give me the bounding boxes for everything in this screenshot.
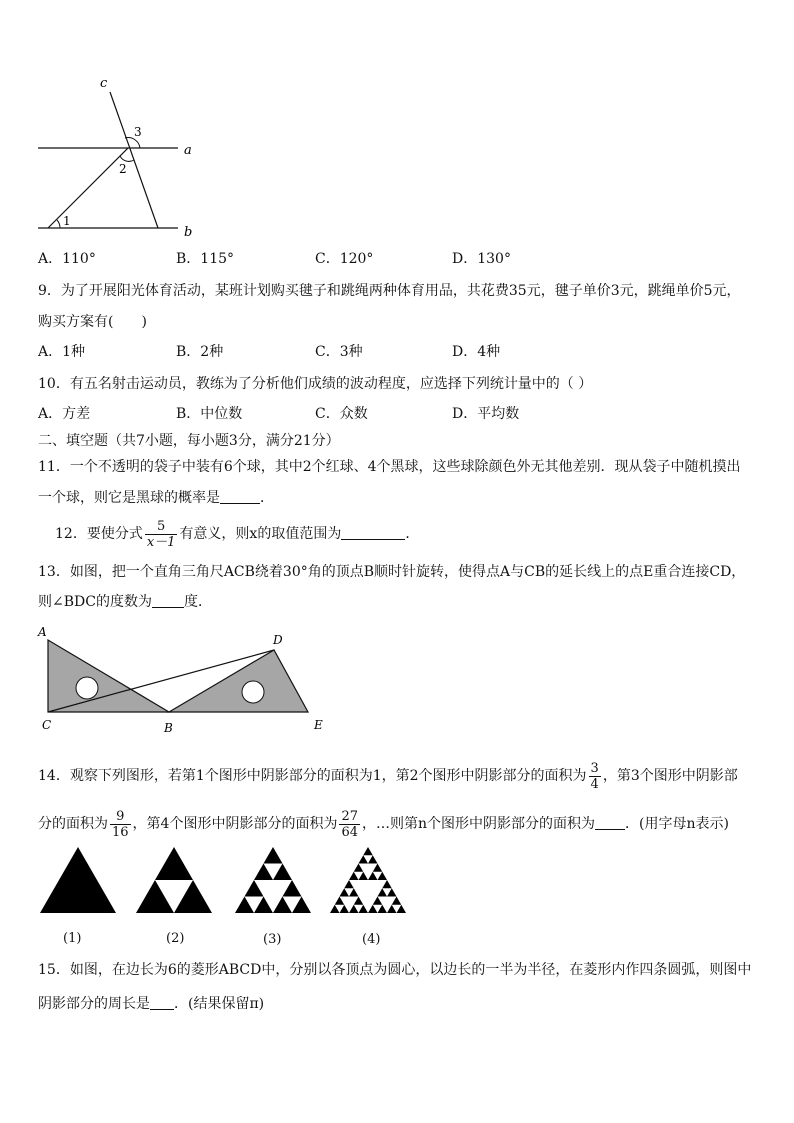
shaded-triangle (373, 864, 383, 872)
shaded-triangle (340, 905, 350, 913)
q14-answer-blank[interactable] (595, 815, 625, 830)
shaded-triangle (368, 872, 378, 880)
q10-option-d: D．平均数 (452, 406, 520, 422)
q13-line2-text: 则∠BDC的度数为 (38, 594, 152, 610)
q14-line2 (38, 807, 729, 841)
q14-frac3-den: 64 (341, 824, 359, 840)
shaded-triangle (363, 847, 373, 855)
q14-line2-c: ，…则第n个图形中阴影部分的面积为 (362, 816, 596, 832)
q14-frac2-num: 9 (116, 808, 125, 824)
q12-text-pre: 12．要使分式 (55, 526, 143, 542)
shaded-triangle (378, 888, 388, 896)
section-title: 二、填空题（共7小题，每小题3分，满分21分） (38, 433, 340, 449)
label-a: a (184, 143, 192, 158)
q9-option-a: A．1种 (38, 344, 86, 360)
shaded-triangle (349, 888, 359, 896)
shaded-triangle (245, 880, 264, 897)
sierpinski-figure-4 (330, 847, 406, 913)
label-point-d: D (273, 633, 283, 647)
shaded-triangle (344, 880, 354, 888)
shaded-triangle (340, 888, 350, 896)
q12-line (55, 517, 419, 551)
q15-line2-end: ．(结果保留π) (174, 996, 265, 1012)
shaded-triangle (397, 905, 407, 913)
q14-line2-b: ，第4个图形中阴影部分的面积为 (132, 816, 338, 832)
shaded-triangle (155, 847, 193, 880)
q11-line2 (38, 489, 274, 507)
shaded-triangle (387, 905, 397, 913)
q14-frac1-den: 4 (590, 776, 599, 792)
shaded-triangle (392, 897, 402, 905)
triangle-rotation-figure (34, 622, 334, 737)
q13-line2 (38, 593, 212, 611)
q14-line1 (38, 760, 738, 792)
q12-text-post: 有意义，则x的取值范围为 (179, 526, 342, 542)
transversal-line (48, 148, 128, 228)
q14-line1-text: 14．观察下列图形，若第1个图形中阴影部分的面积为1，第2个图形中阴影部分的面积为 (38, 768, 587, 784)
shaded-triangle (387, 888, 397, 896)
q14-line2-a: 分的面积为 (38, 816, 108, 832)
angle-label-3: 3 (134, 125, 142, 139)
shaded-triangle (359, 905, 369, 913)
shaded-triangle (283, 880, 302, 897)
q14-fraction-3 (339, 809, 360, 840)
shaded-triangle (235, 897, 254, 914)
q14-fraction-1 (589, 761, 601, 792)
shaded-triangle (335, 897, 345, 905)
q8-option-a: A．110° (38, 251, 96, 267)
q11-line2-text: 一个球，则它是黑球的概率是 (38, 490, 220, 506)
shaded-triangle (40, 847, 116, 913)
hole-circle-right (242, 681, 264, 703)
q8-option-d: D．130° (452, 251, 511, 267)
angle-arc-1 (57, 220, 60, 228)
angle-arc-2 (120, 156, 134, 161)
q13-line1: 13．如图，把一个直角三角尺ACB绕着30°角的顶点B顺时针旋转，使得点A与CB的延长线上的点E重合连接CD， (38, 564, 746, 580)
shaded-triangle (264, 847, 283, 864)
q14-line2-d: ．(用字母n表示) (625, 816, 729, 832)
shaded-triangle (254, 897, 273, 914)
shaded-triangle (292, 897, 311, 914)
shaded-triangle (330, 905, 340, 913)
q8-option-b: B．115° (176, 251, 235, 267)
q8-option-c: C．120° (315, 251, 374, 267)
sierpinski-figure-1 (40, 847, 116, 913)
label-point-b: B (164, 721, 173, 735)
shaded-triangle (349, 905, 359, 913)
label-point-c: C (42, 718, 52, 732)
shaded-triangle (254, 864, 273, 881)
shaded-triangle (382, 880, 392, 888)
q13-answer-blank[interactable] (152, 593, 184, 608)
label-c: c (100, 76, 108, 91)
q14-frac3-num: 27 (341, 808, 359, 824)
q9-line1: 9．为了开展阳光体育活动，某班计划购买毽子和跳绳两种体育用品，共花费35元，毽子单价3元，跳绳单价5元， (38, 283, 741, 299)
triangle-acb (48, 640, 169, 712)
q15-line2-text: 阴影部分的周长是 (38, 996, 150, 1012)
shaded-triangle (349, 872, 359, 880)
q9-option-d: D．4种 (452, 344, 501, 360)
shaded-triangle (359, 855, 369, 863)
shaded-triangle (378, 905, 388, 913)
label-point-e: E (314, 718, 323, 732)
q12-answer-blank[interactable] (341, 525, 405, 540)
q12-text-end: ． (405, 526, 420, 542)
q14-fraction-2 (110, 809, 131, 840)
q11-line2-end: ． (260, 490, 274, 506)
q15-line1: 15．如图，在边长为6的菱形ABCD中，分别以各顶点为圆心，以边长的一半为半径，在菱形内作四条圆弧，则图中 (38, 962, 752, 978)
q12-frac-num: 5 (156, 518, 166, 534)
label-b: b (184, 225, 193, 240)
shaded-triangle (273, 864, 292, 881)
shaded-triangle (359, 872, 369, 880)
shaded-triangle (368, 905, 378, 913)
figure-caption-2: (2) (166, 931, 185, 946)
shaded-triangle (378, 872, 388, 880)
q11-line1: 11．一个不透明的袋子中装有6个球，其中2个红球、4个黑球，这些球除颜色外无其他差别．现从袋子中随机摸出 (38, 459, 741, 475)
shaded-triangle (354, 864, 364, 872)
shaded-triangle (174, 880, 212, 913)
q14-frac2-den: 16 (112, 824, 129, 840)
shaded-triangle (273, 897, 292, 914)
label-point-a: A (38, 625, 47, 639)
figure-caption-1: (1) (63, 931, 82, 946)
sierpinski-figures (36, 845, 426, 920)
q12-frac-den: x－1 (146, 534, 176, 550)
sierpinski-figure-3 (235, 847, 311, 913)
shaded-triangle (354, 897, 364, 905)
shaded-triangle (368, 855, 378, 863)
parallel-lines-figure (30, 70, 220, 240)
angle-label-2: 2 (119, 162, 127, 176)
q14-frac1-num: 3 (590, 760, 599, 776)
sierpinski-figure-2 (136, 847, 212, 913)
q10-option-a: A．方差 (38, 406, 91, 422)
q10-option-c: C．众数 (315, 406, 368, 422)
shaded-triangle (373, 897, 383, 905)
figure-caption-4: (4) (362, 932, 381, 947)
q9-option-b: B．2种 (176, 344, 224, 360)
q12-fraction (145, 519, 178, 550)
q10-option-b: B．中位数 (176, 406, 243, 422)
q9-option-c: C．3种 (315, 344, 363, 360)
q14-line1-end: ，第3个图形中阴影部 (602, 768, 738, 784)
q15-line2 (38, 995, 264, 1013)
q10-line1: 10．有五名射击运动员，教练为了分析他们成绩的波动程度，应选择下列统计量中的（ ） (38, 376, 593, 392)
angle-label-1: 1 (63, 214, 71, 228)
shaded-triangle (136, 880, 174, 913)
figure-caption-3: (3) (263, 932, 282, 947)
q13-line2-end: 度． (183, 594, 212, 610)
q9-line2: 购买方案有( ) (38, 314, 147, 330)
hole-circle-left (76, 677, 98, 699)
q11-answer-blank[interactable] (220, 489, 260, 504)
q15-answer-blank[interactable] (150, 995, 174, 1010)
